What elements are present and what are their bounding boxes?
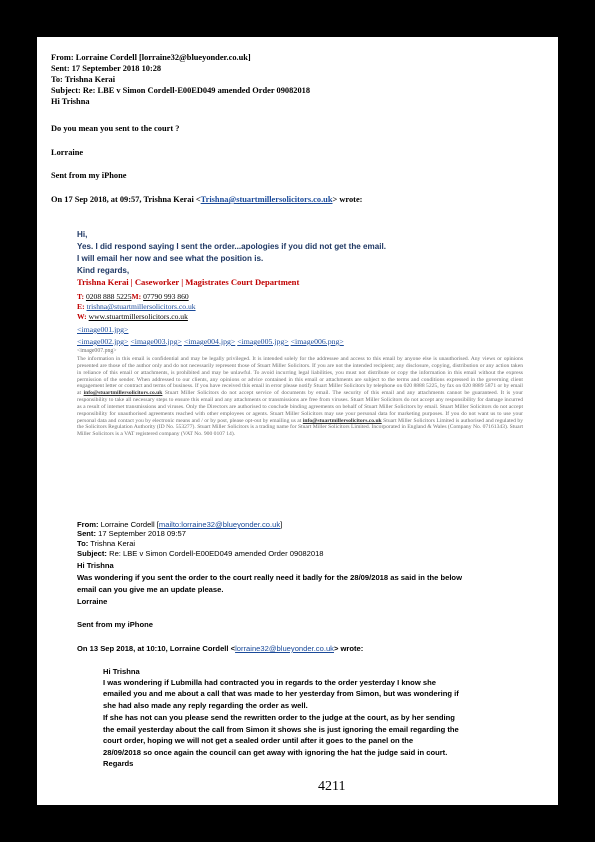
disclaimer-email-link-1[interactable]: info@stuartmillersolicitors.co.uk xyxy=(83,390,163,397)
trishna-line2: I will email her now and see what the position is. xyxy=(77,254,264,263)
from-value: Lorraine Cordell [lorraine32@blueyonder.co.uk] xyxy=(75,53,251,62)
sig-web-link[interactable]: www.stuartmillersolicitors.co.uk xyxy=(88,312,188,321)
sig-email-line: E: trishna@stuartmillersolicitors.co.uk xyxy=(77,302,196,311)
reply-greeting: Hi Trishna xyxy=(51,97,90,106)
fwd-to: To: Trishna Kerai xyxy=(77,539,136,548)
sig-telephone[interactable]: 0208 888 5225 xyxy=(85,292,132,301)
document-page xyxy=(37,37,558,805)
disclaimer-email-link-2[interactable]: info@stuartmillersolicitors.co.uk xyxy=(302,417,382,424)
image-link-001[interactable]: <image001.jpg> xyxy=(77,325,129,334)
header-sent: Sent: 17 September 2018 10:28 xyxy=(51,64,162,73)
fwd-subject: Subject: Re: LBE v Simon Cordell-E00ED049 amended Order 09082018 xyxy=(77,549,324,558)
header-from: From: Lorraine Cordell [lorraine32@blueyonder.co.uk] xyxy=(51,53,251,62)
header-subject: Subject: Re: LBE v Simon Cordell-E00ED049 amended Order 09082018 xyxy=(51,86,311,95)
image-link-004[interactable]: <image004.jpg> xyxy=(183,337,236,346)
trishna-line1: Yes. I did respond saying I sent the order...apologies if you did not get the email. xyxy=(77,242,386,251)
quote-email-link[interactable]: Trishna@stuartmillersolicitors.co.uk xyxy=(200,195,333,204)
inner-line4: If she has not can you please send the rewritten order to the judge at the court, as by her sending xyxy=(103,713,455,722)
inner-greeting: Hi Trishna xyxy=(103,667,140,676)
fwd-from: From: Lorraine Cordell [mailto:lorraine32@blueyonder.co.uk] xyxy=(77,520,283,529)
inner-line6: court order, hoping we will not get a sealed order until after it goes to the panel on the xyxy=(103,736,414,745)
image-link-007: <image007.png> xyxy=(77,348,117,354)
reply-quote-line: On 17 Sep 2018, at 09:57, Trishna Kerai <Trishna@stuartmillersolicitors.co.uk> wrote: xyxy=(51,195,363,204)
fwd-device: Sent from my iPhone xyxy=(77,620,153,629)
fwd-line2: email can you give me an update please. xyxy=(77,585,224,594)
image-link-005[interactable]: <image005.jpg> xyxy=(237,337,289,346)
fwd-mailto-link[interactable]: mailto:lorraine32@blueyonder.co.uk xyxy=(158,520,281,529)
inner-line7: 28/09/2018 so once again the council can get away with ignoring the hat the judge said in court. xyxy=(103,748,448,757)
sig-web-line: W: www.stuartmillersolicitors.co.uk xyxy=(77,312,188,321)
fwd-greeting: Hi Trishna xyxy=(77,561,114,570)
inner-line5: the email yesterday about the call from Simon it shows she is just ignoring the email regarding the xyxy=(103,725,459,734)
legal-disclaimer: The information in this email is confidential and may be legally privileged. It is intended solely for the addressee and access to this email by anyone else is unauthorised. Any views or opinions presented are those of the author only and do not necessarily represent those of Stuart Miller Solicitors. If you are not the intended recipient; any disclosure, copying, distribution or any action taken in reliance of this email or attachments, is prohibited and may be unlawful. To avoid incurring legal liabilities, you must not distribute or copy the information in this email without the express permission of the sender. When addressed to our clients, any opinions or advice contained in this email or attachments are subject to the terms and conditions expressed in the governing client engagement letter or contract and terms of business. If you have received this email in error please notify Stuart Miller Solicitors by telephone on 020 8888 5225, by fax on 020 8889 5871 or by email at info@stuartmillersolicitors.co.uk Stuart Miller Solicitors do not accept service of documents by email. The security of this email and any attachments cannot be guaranteed. It is your responsibility to take all necessary steps to ensure this email and any attachments or transmissions are free from viruses. Stuart Miller Solicitors do not accept any responsibility for damage incurred as a result of internet transmissions and viruses. Only the Directors are authorised to conclude binding agreements on behalf of Stuart Miller Solicitors by email. Stuart Miller Solicitors do not accept responsibility for unauthorised agreements reached with other employees or agents. Stuart Miller Solicitors may use your personal data for marketing purposes. If you do not want us to use your personal data and contact you by electronic means and / or by post, please opt-out by emailing us at info@stuartmillersolicitors.co.uk Stuart Miller Solicitors Limited is authorised and regulated by the Solicitors Regulation Authority (ID No. 553277). Stuart Miller Solicitors is a trading name for Stuart Miller Solicitors Limited. Incorporated in England & Wales (Company No. 07161343). Stuart Miller Solicitors is a VAT registered company (VAT No. 900 0107 14). xyxy=(77,356,524,438)
fwd-name: Lorraine xyxy=(77,597,108,606)
sig-mobile[interactable]: 07790 993 860 xyxy=(143,292,189,301)
inner-line2: emailed you and me about a call that was made to her yesterday from Simon, but was wondering if xyxy=(103,689,459,698)
inner-line3: she had also made any reply regarding the order as well. xyxy=(103,701,308,710)
inner-regards: Regards xyxy=(103,759,134,768)
fwd-line1: Was wondering if you sent the order to the court really need it badly for the 28/09/2018 as said in the below xyxy=(77,573,462,582)
sig-phone-line: T: 0208 888 5225M: 07790 993 860 xyxy=(77,292,189,301)
signature-name: Trishna Kerai | Caseworker | Magistrates Court Department xyxy=(77,277,300,287)
fwd-quote-email-link[interactable]: lorraine32@blueyonder.co.uk xyxy=(235,644,334,653)
image-link-006[interactable]: <image006.png> xyxy=(290,337,344,346)
image-link-003[interactable]: <image003.jpg> xyxy=(130,337,182,346)
fwd-quote-line: On 13 Sep 2018, at 10:10, Lorraine Cordell <lorraine32@blueyonder.co.uk> wrote: xyxy=(77,644,364,653)
reply-name: Lorraine xyxy=(51,148,84,157)
header-to: To: Trishna Kerai xyxy=(51,75,116,84)
image-link-002[interactable]: <image002.jpg> xyxy=(77,337,129,346)
reply-question: Do you mean you sent to the court ? xyxy=(51,124,180,133)
reply-device: Sent from my iPhone xyxy=(51,171,127,180)
page-number: 4211 xyxy=(318,779,346,794)
fwd-sent: Sent: 17 September 2018 09:57 xyxy=(77,529,186,538)
trishna-regards: Kind regards, xyxy=(77,266,130,275)
trishna-hi: Hi, xyxy=(77,230,88,239)
inner-line1: I was wondering if Lubmilla had contracted you in regards to the order yesterday I know she xyxy=(103,678,436,687)
image-links-row xyxy=(77,337,344,346)
sig-email-link[interactable]: trishna@stuartmillersolicitors.co.uk xyxy=(86,302,196,311)
